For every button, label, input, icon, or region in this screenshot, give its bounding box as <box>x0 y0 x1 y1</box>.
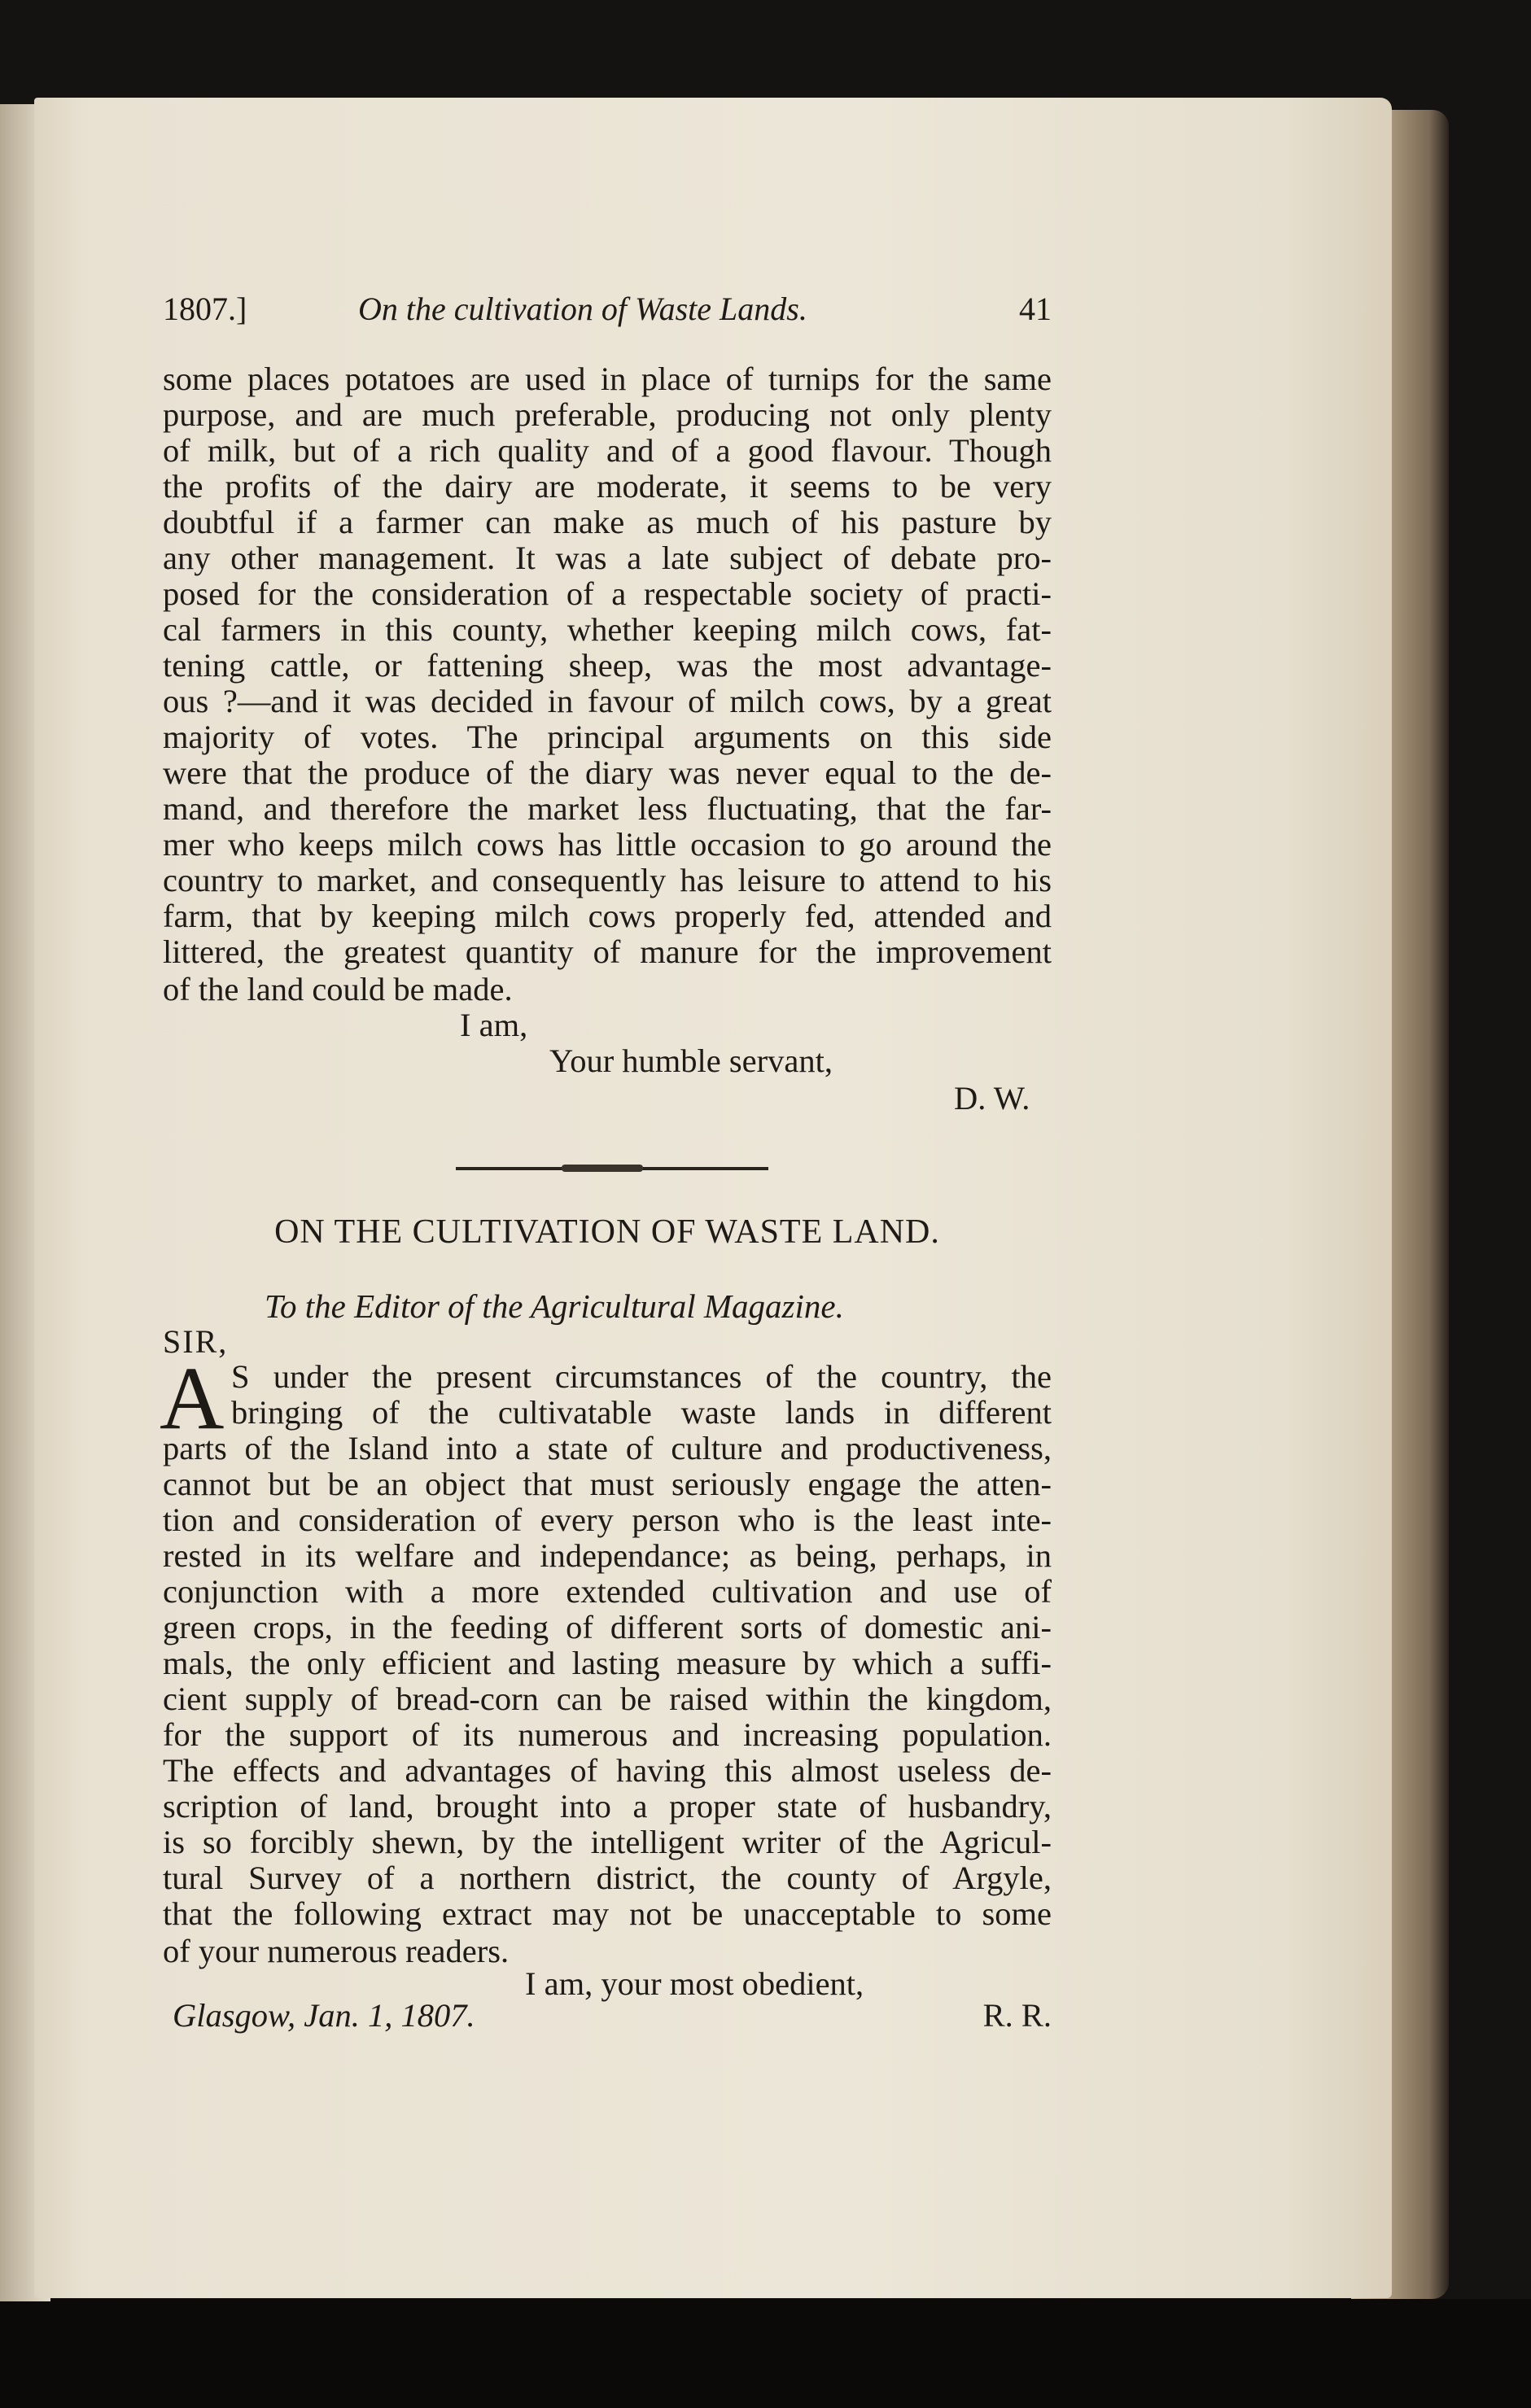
text-line: parts of the Island into a state of culture and productiveness, <box>163 1430 1052 1466</box>
article-salutation: SIR, <box>163 1323 229 1360</box>
running-head-year: 1807.] <box>163 291 247 327</box>
text-line: is so forcibly shewn, by the intelligent writer of the Agricul- <box>163 1824 1052 1860</box>
text-line: The effects and advantages of having this almost useless de- <box>163 1752 1052 1789</box>
section-divider-ornament <box>562 1165 643 1172</box>
background <box>0 2299 1531 2408</box>
letter1-signature: D. W. <box>954 1080 1030 1117</box>
page-number: 41 <box>1019 291 1052 327</box>
text-line: posed for the consideration of a respectable society of practi- <box>163 575 1052 612</box>
text-line: rested in its welfare and independance; as being, perhaps, in <box>163 1537 1052 1574</box>
article-last-line: of your numerous readers. <box>163 1933 510 1969</box>
text-line: that the following extract may not be unacceptable to some <box>163 1895 1052 1932</box>
text-line: conjunction with a more extended cultivation and use of <box>163 1573 1052 1610</box>
text-line: of milk, but of a rich quality and of a good flavour. Though <box>163 432 1052 469</box>
text-line: for the support of its numerous and increasing population. <box>163 1716 1052 1753</box>
text-line: tening cattle, or fattening sheep, was the most advantage- <box>163 647 1052 684</box>
text-line: ous ?—and it was decided in favour of milch cows, by a great <box>163 683 1052 719</box>
text-line: scription of land, brought into a proper state of husbandry, <box>163 1788 1052 1825</box>
text-line: littered, the greatest quantity of manure for the improvement <box>163 933 1052 970</box>
text-line: cal farmers in this county, whether keeping milch cows, fat- <box>163 611 1052 648</box>
article-signature: R. R. <box>982 1997 1052 2034</box>
text-line: any other management. It was a late subject of debate pro- <box>163 540 1052 576</box>
text-line: the profits of the dairy are moderate, it seems to be very <box>163 468 1052 505</box>
text-line: bringing of the cultivatable waste lands in different <box>231 1394 1052 1431</box>
letter1-last-line: of the land could be made. <box>163 971 513 1007</box>
text-line: majority of votes. The principal arguments on this side <box>163 719 1052 755</box>
drop-cap: A <box>160 1348 225 1448</box>
text-line: doubtful if a farmer can make as much of his pasture by <box>163 504 1052 540</box>
text-line: country to market, and consequently has leisure to attend to his <box>163 862 1052 898</box>
text-line: mand, and therefore the market less fluctuating, that the far- <box>163 790 1052 827</box>
article-dedication: To the Editor of the Agricultural Magazine. <box>265 1287 844 1325</box>
text-line: tion and consideration of every person who is the least inte- <box>163 1501 1052 1538</box>
text-line: S under the present circumstances of the country, the <box>231 1358 1052 1395</box>
running-head-title: On the cultivation of Waste Lands. <box>358 291 807 327</box>
text-line: cannot but be an object that must seriously engage the atten- <box>163 1466 1052 1502</box>
text-line: cient supply of bread-corn can be raised within the kingdom, <box>163 1680 1052 1717</box>
letter1-closing-servant: Your humble servant, <box>549 1042 833 1079</box>
article-heading: ON THE CULTIVATION OF WASTE LAND. <box>274 1213 940 1251</box>
running-head <box>163 290 1052 330</box>
article-place-date: Glasgow, Jan. 1, 1807. <box>173 1997 475 2034</box>
text-line: farm, that by keeping milch cows properly fed, attended and <box>163 898 1052 934</box>
article-closing: I am, your most obedient, <box>525 1965 864 2002</box>
text-line: tural Survey of a northern district, the county of Argyle, <box>163 1860 1052 1896</box>
text-line: mer who keeps milch cows has little occasion to go around the <box>163 826 1052 863</box>
letter1-closing: I am, <box>460 1007 528 1043</box>
text-line: were that the produce of the diary was never equal to the de- <box>163 754 1052 791</box>
text-line: purpose, and are much preferable, producing not only plenty <box>163 396 1052 433</box>
text-line: some places potatoes are used in place of turnips for the same <box>163 361 1052 397</box>
text-line: green crops, in the feeding of different sorts of domestic ani- <box>163 1609 1052 1645</box>
text-line: mals, the only efficient and lasting measure by which a suffi- <box>163 1645 1052 1681</box>
